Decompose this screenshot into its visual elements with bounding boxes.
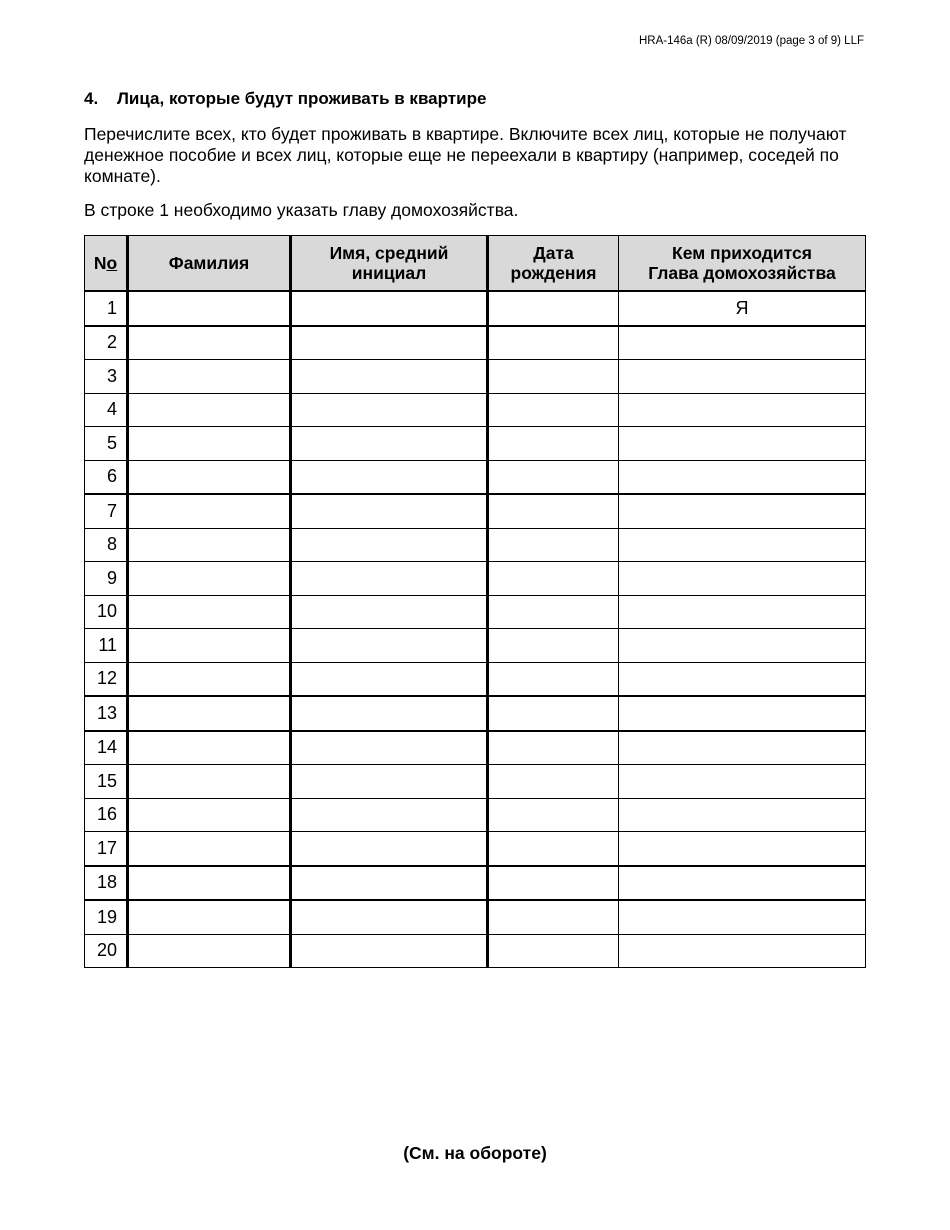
last-name-cell[interactable] [128, 562, 291, 596]
table-row [85, 832, 866, 866]
row-number: 20 [85, 934, 128, 968]
table-row [85, 798, 866, 832]
table-row [85, 595, 866, 629]
row-number: 1 [85, 291, 128, 326]
column-header-last-name: Фамилия [128, 236, 291, 292]
first-name-cell[interactable] [291, 696, 488, 731]
last-name-cell[interactable] [128, 662, 291, 696]
relationship-cell[interactable] [619, 562, 866, 596]
relationship-cell[interactable]: Я [619, 291, 866, 326]
relationship-cell[interactable] [619, 900, 866, 934]
last-name-cell[interactable] [128, 934, 291, 968]
table-row [85, 460, 866, 494]
relationship-cell[interactable] [619, 629, 866, 663]
row-number: 13 [85, 696, 128, 731]
first-name-cell[interactable] [291, 662, 488, 696]
table-row [85, 900, 866, 934]
date-of-birth-cell[interactable] [488, 393, 619, 427]
row-number: 4 [85, 393, 128, 427]
last-name-cell[interactable] [128, 291, 291, 326]
relationship-cell[interactable] [619, 427, 866, 461]
table-row [85, 934, 866, 968]
relationship-cell[interactable] [619, 765, 866, 799]
first-name-cell[interactable] [291, 460, 488, 494]
relationship-cell[interactable] [619, 393, 866, 427]
date-of-birth-cell[interactable] [488, 494, 619, 528]
last-name-cell[interactable] [128, 629, 291, 663]
row-number: 15 [85, 765, 128, 799]
section-instructions: Перечислите всех, кто будет проживать в квартире. Включите всех лиц, которые не получают денежное пособие и всех лиц, которые еще не переехали в квартиру (например, соседей по комнате). [84, 124, 847, 186]
table-row [85, 562, 866, 596]
date-of-birth-cell[interactable] [488, 326, 619, 360]
first-name-cell[interactable] [291, 360, 488, 394]
last-name-cell[interactable] [128, 494, 291, 528]
date-of-birth-cell[interactable] [488, 460, 619, 494]
last-name-cell[interactable] [128, 832, 291, 866]
row-number: 10 [85, 595, 128, 629]
table-row [85, 494, 866, 528]
last-name-cell[interactable] [128, 360, 291, 394]
column-header-first-name: Имя, средний инициал [291, 236, 488, 292]
last-name-cell[interactable] [128, 696, 291, 731]
table-header-row [85, 236, 866, 292]
date-of-birth-cell[interactable] [488, 427, 619, 461]
relationship-cell[interactable] [619, 528, 866, 562]
date-of-birth-cell[interactable] [488, 765, 619, 799]
table-row [85, 528, 866, 562]
date-of-birth-cell[interactable] [488, 528, 619, 562]
column-header-relationship: Кем приходится Глава домохозяйства [619, 236, 866, 292]
table-row [85, 731, 866, 765]
last-name-cell[interactable] [128, 900, 291, 934]
first-name-cell[interactable] [291, 832, 488, 866]
table-row [85, 291, 866, 326]
table-row [85, 427, 866, 461]
relationship-cell[interactable] [619, 731, 866, 765]
date-of-birth-cell[interactable] [488, 629, 619, 663]
relationship-cell[interactable] [619, 494, 866, 528]
relationship-cell[interactable] [619, 696, 866, 731]
row-number: 3 [85, 360, 128, 394]
row-number: 19 [85, 900, 128, 934]
row-number: 18 [85, 866, 128, 901]
relationship-cell[interactable] [619, 662, 866, 696]
row-number: 14 [85, 731, 128, 765]
relationship-cell[interactable] [619, 460, 866, 494]
date-of-birth-cell[interactable] [488, 900, 619, 934]
last-name-cell[interactable] [128, 326, 291, 360]
first-name-cell[interactable] [291, 291, 488, 326]
table-body [85, 291, 866, 968]
date-of-birth-cell[interactable] [488, 595, 619, 629]
first-name-cell[interactable] [291, 798, 488, 832]
first-name-cell[interactable] [291, 562, 488, 596]
column-header-date-of-birth: Дата рождения [488, 236, 619, 292]
row-number: 17 [85, 832, 128, 866]
row-number: 2 [85, 326, 128, 360]
row-number: 5 [85, 427, 128, 461]
row-number: 6 [85, 460, 128, 494]
last-name-cell[interactable] [128, 427, 291, 461]
last-name-cell[interactable] [128, 528, 291, 562]
last-name-cell[interactable] [128, 393, 291, 427]
table-row [85, 326, 866, 360]
relationship-cell[interactable] [619, 595, 866, 629]
last-name-cell[interactable] [128, 460, 291, 494]
date-of-birth-cell[interactable] [488, 731, 619, 765]
first-name-cell[interactable] [291, 731, 488, 765]
row-number: 16 [85, 798, 128, 832]
date-of-birth-cell[interactable] [488, 562, 619, 596]
last-name-cell[interactable] [128, 798, 291, 832]
section-title [84, 89, 486, 109]
section-note: В строке 1 необходимо указать главу домохозяйства. [84, 200, 519, 220]
date-of-birth-cell[interactable] [488, 798, 619, 832]
first-name-cell[interactable] [291, 900, 488, 934]
first-name-cell[interactable] [291, 629, 488, 663]
date-of-birth-cell[interactable] [488, 662, 619, 696]
first-name-cell[interactable] [291, 393, 488, 427]
date-of-birth-cell[interactable] [488, 360, 619, 394]
household-members-table [84, 235, 866, 968]
first-name-cell[interactable] [291, 494, 488, 528]
first-name-cell[interactable] [291, 427, 488, 461]
row-number: 9 [85, 562, 128, 596]
last-name-cell[interactable] [128, 866, 291, 901]
relationship-cell[interactable] [619, 360, 866, 394]
relationship-cell[interactable] [619, 866, 866, 901]
form-id: HRA-146a (R) 08/09/2019 (page 3 of 9) LLF [638, 35, 864, 47]
table-row [85, 696, 866, 731]
page-footer: (См. на обороте) [403, 1143, 547, 1163]
first-name-cell[interactable] [291, 866, 488, 901]
row-number: 11 [85, 629, 128, 663]
first-name-cell[interactable] [291, 326, 488, 360]
first-name-cell[interactable] [291, 528, 488, 562]
last-name-cell[interactable] [128, 595, 291, 629]
table-row [85, 662, 866, 696]
section-title-text: Лица, которые будут проживать в квартире [117, 89, 487, 108]
table-row [85, 765, 866, 799]
date-of-birth-cell[interactable] [488, 291, 619, 326]
table-row [85, 393, 866, 427]
date-of-birth-cell[interactable] [488, 866, 619, 901]
relationship-cell[interactable] [619, 326, 866, 360]
table-row [85, 629, 866, 663]
table-row [85, 866, 866, 901]
first-name-cell[interactable] [291, 934, 488, 968]
first-name-cell[interactable] [291, 765, 488, 799]
row-number: 8 [85, 528, 128, 562]
relationship-cell[interactable] [619, 934, 866, 968]
last-name-cell[interactable] [128, 731, 291, 765]
column-header-number: No [85, 236, 128, 292]
relationship-cell[interactable] [619, 798, 866, 832]
date-of-birth-cell[interactable] [488, 832, 619, 866]
last-name-cell[interactable] [128, 765, 291, 799]
date-of-birth-cell[interactable] [488, 934, 619, 968]
row-number: 7 [85, 494, 128, 528]
relationship-cell[interactable] [619, 832, 866, 866]
first-name-cell[interactable] [291, 595, 488, 629]
table-row [85, 360, 866, 394]
date-of-birth-cell[interactable] [488, 696, 619, 731]
row-number: 12 [85, 662, 128, 696]
section-number: 4. [84, 89, 99, 108]
